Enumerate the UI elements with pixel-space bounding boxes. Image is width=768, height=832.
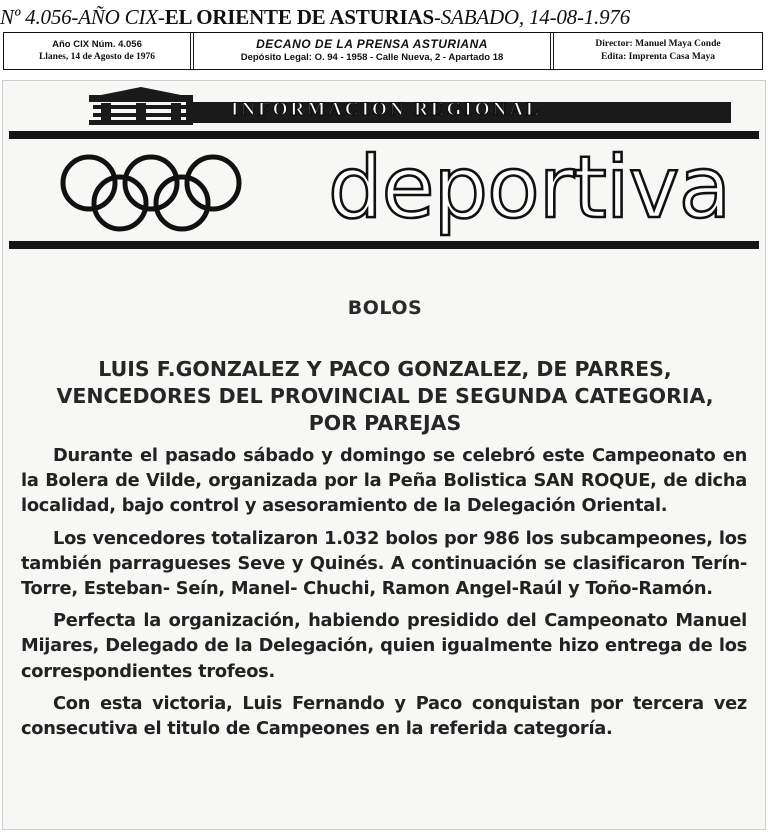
issue-number: Nº 4.056-AÑO CIX- xyxy=(0,5,165,29)
article-paragraph xyxy=(21,691,747,741)
issue-info-line-2: Llanes, 14 de Agosto de 1976 xyxy=(38,52,156,62)
director-line: Director: Manuel Maya Conde xyxy=(595,39,721,49)
publisher-line: Edita: Imprenta Casa Maya xyxy=(600,52,716,62)
paragraph-text: Durante el pasado sábado y domingo se celebró este Campeonato en la Bolera de Vilde, organizada por la Peña Bolistica SAN ROQUE, de dicha localidad, bajo control y asesoramiento de la Delegación Oriental. xyxy=(21,445,747,517)
article-kicker: BOLOS xyxy=(347,297,423,319)
article-paragraph xyxy=(21,443,747,519)
publication-date: -SABADO, 14-08-1.976 xyxy=(433,5,631,29)
article-headline: LUIS F.GONZALEZ Y PACO GONZALEZ, DE PARRES, VENCEDORES DEL PROVINCIAL DE SEGUNDA CATEGORIA, POR PAREJAS xyxy=(56,357,714,435)
article-paragraph xyxy=(21,526,747,602)
publication-info-box xyxy=(194,33,554,69)
masthead-info-bar xyxy=(3,32,763,70)
article-paragraph xyxy=(21,608,747,684)
paragraph-text: Con esta victoria, Luis Fernando y Paco conquistan por tercera vez consecutiva el titulo de Campeones en la referida categoría. xyxy=(21,692,747,740)
news-clipping xyxy=(2,80,766,830)
masthead-line xyxy=(0,4,768,30)
logo-frame-bottom-rule xyxy=(9,241,759,249)
deportiva-logotype: deportiva xyxy=(328,138,731,238)
olympic-rings-icon xyxy=(53,153,253,233)
article-body xyxy=(21,443,747,748)
newspaper-name: EL ORIENTE DE ASTURIAS xyxy=(164,5,434,29)
legal-deposit-line: Depósito Legal: O. 94 - 1958 - Calle Nueva, 2 - Apartado 18 xyxy=(240,52,504,63)
section-title: INFORMACION REGIONAL xyxy=(231,99,542,120)
regional-logo-icon xyxy=(81,87,201,127)
issue-info-box xyxy=(4,33,194,69)
paragraph-text: Los vencedores totalizaron 1.032 bolos por 986 los subcampeones, los también parragueses Seve y Quinés. A continuación se clasificaron Terín-Torre, Esteban- Seín, Manel- Chuchi, Ramon Angel-Raúl y Toño-Ramón. xyxy=(21,527,747,600)
editor-info-box xyxy=(554,33,762,69)
section-banner xyxy=(11,87,759,121)
issue-info-line-1: Año CIX Núm. 4.056 xyxy=(52,39,142,50)
paragraph-text: Perfecta la organización, habiendo presidido del Campeonato Manuel Mijares, Delegado de la Delegación, quien igualmente hizo entrega de los correspondientes trofeos. xyxy=(21,610,747,682)
publication-motto: DECANO DE LA PRENSA ASTURIANA xyxy=(256,37,488,51)
